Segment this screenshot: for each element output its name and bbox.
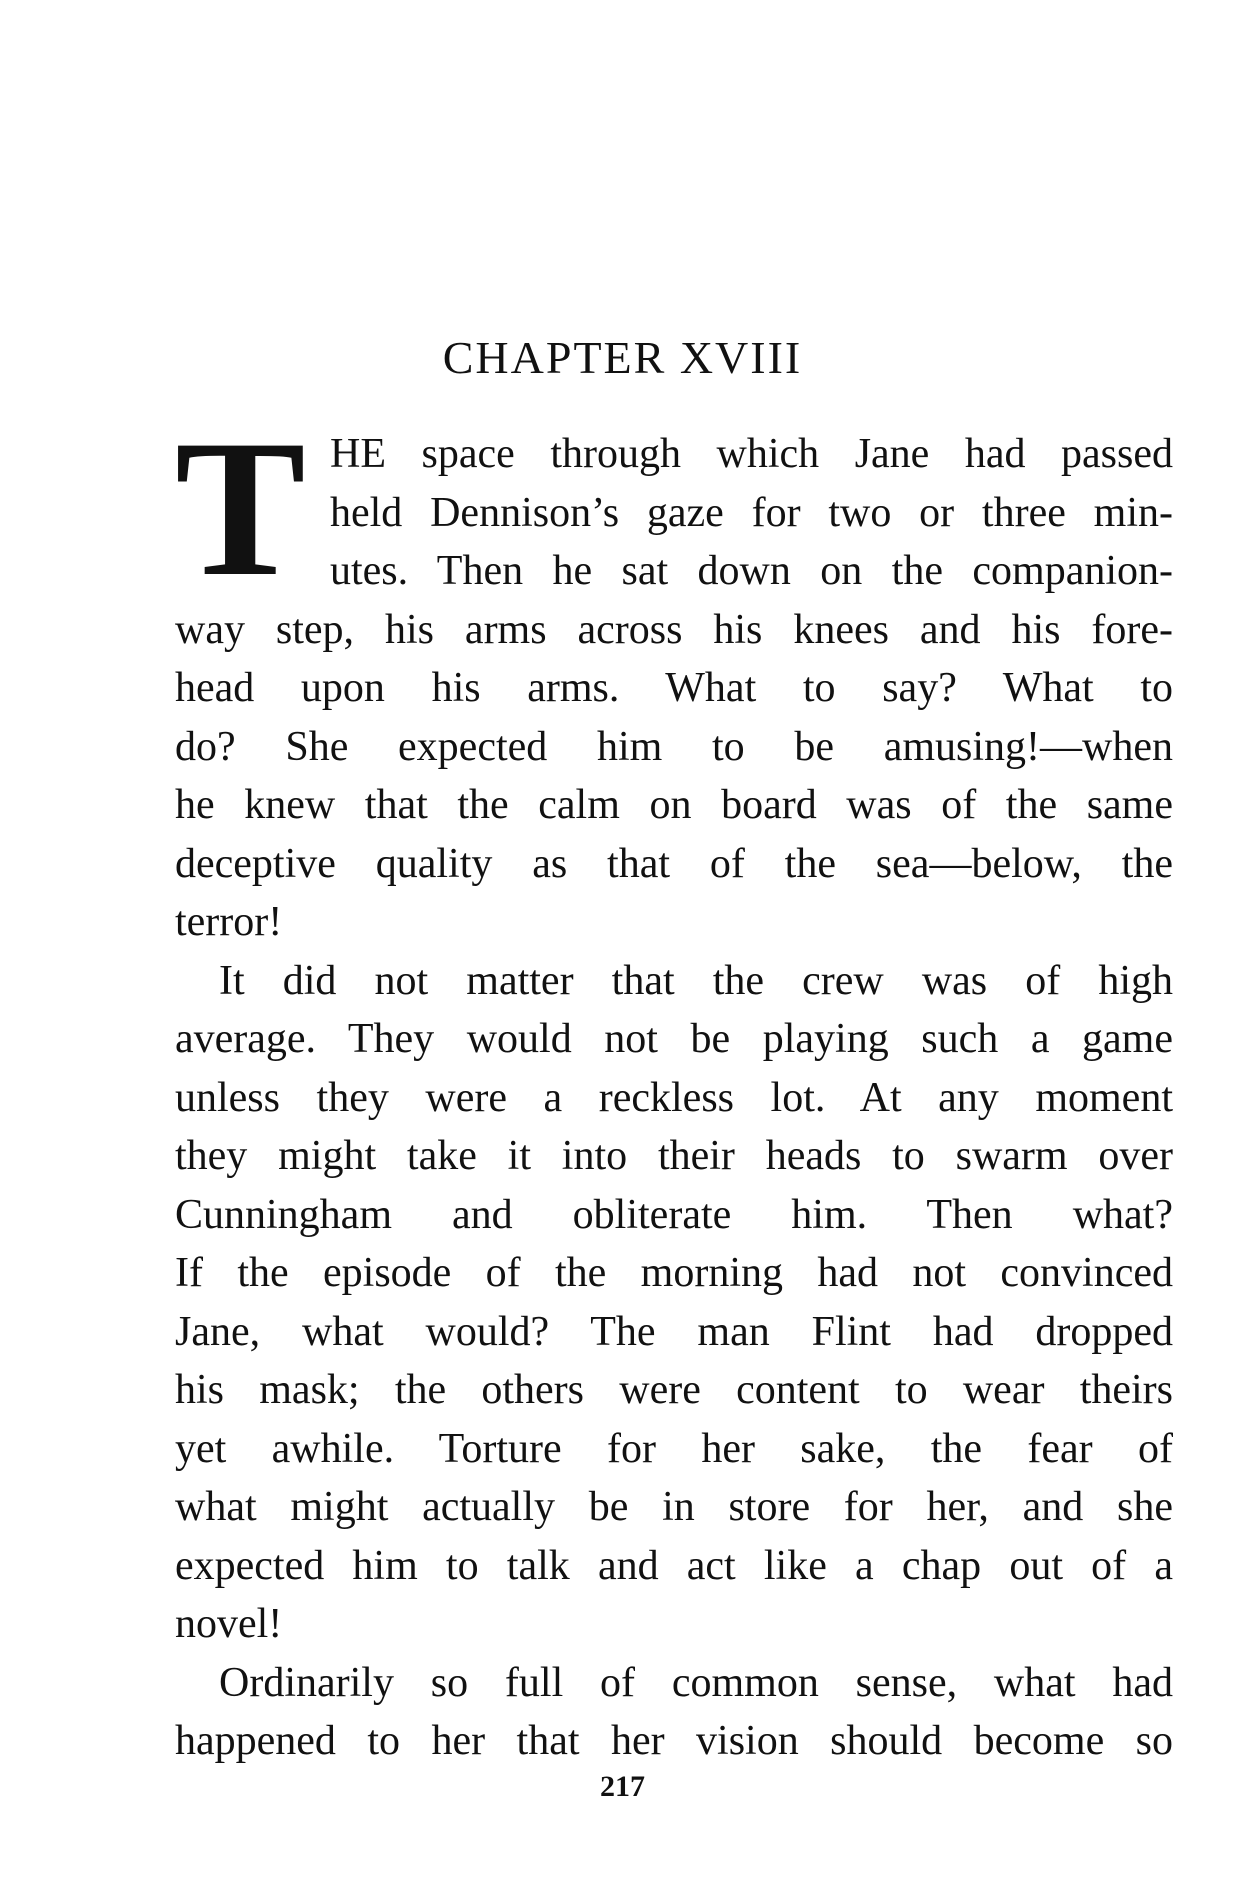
text-line: If the episode of the morning had not convinced <box>175 1250 1173 1296</box>
text-line: utes. Then he sat down on the companion- <box>330 548 1173 594</box>
text-line: he knew that the calm on board was of the same <box>175 782 1173 828</box>
text-line: his mask; the others were content to wear theirs <box>175 1367 1173 1413</box>
text-line: what might actually be in store for her, and she <box>175 1484 1173 1530</box>
text-line: held Dennison’s gaze for two or three min- <box>330 489 1173 536</box>
text-line: novel! <box>175 1601 283 1647</box>
paragraph-1 <box>175 400 1173 952</box>
text-line: way step, his arms across his knees and his fore- <box>175 606 1173 653</box>
body-text <box>175 400 1173 1771</box>
text-line: HE space through which Jane had passed <box>330 431 1173 477</box>
paragraph-3 <box>175 1654 1173 1771</box>
text-line: unless they were a reckless lot. At any moment <box>175 1074 1173 1121</box>
text-line: It did not matter that the crew was of high <box>219 957 1173 1004</box>
text-line: happened to her that her vision should become so <box>175 1718 1173 1764</box>
text-line: average. They would not be playing such a game <box>175 1016 1173 1062</box>
drop-cap: T <box>175 400 306 617</box>
text-line: yet awhile. Torture for her sake, the fear of <box>175 1425 1173 1472</box>
text-line: Jane, what would? The man Flint had dropped <box>175 1308 1173 1355</box>
text-line: expected him to talk and act like a chap out of a <box>175 1542 1173 1589</box>
text-line: terror! <box>175 899 283 945</box>
text-line: Ordinarily so full of common sense, what had <box>219 1659 1173 1706</box>
text-line: they might take it into their heads to swarm over <box>175 1133 1173 1179</box>
paragraph-2 <box>175 952 1173 1654</box>
text-line: deceptive quality as that of the sea—below, the <box>175 840 1173 887</box>
text-line: do? She expected him to be amusing!—when <box>175 723 1173 770</box>
page-number: 217 <box>600 1770 645 1803</box>
chapter-heading: CHAPTER XVIII <box>442 332 803 383</box>
text-line: Cunningham and obliterate him. Then what? <box>175 1191 1173 1238</box>
text-line: head upon his arms. What to say? What to <box>175 665 1173 711</box>
